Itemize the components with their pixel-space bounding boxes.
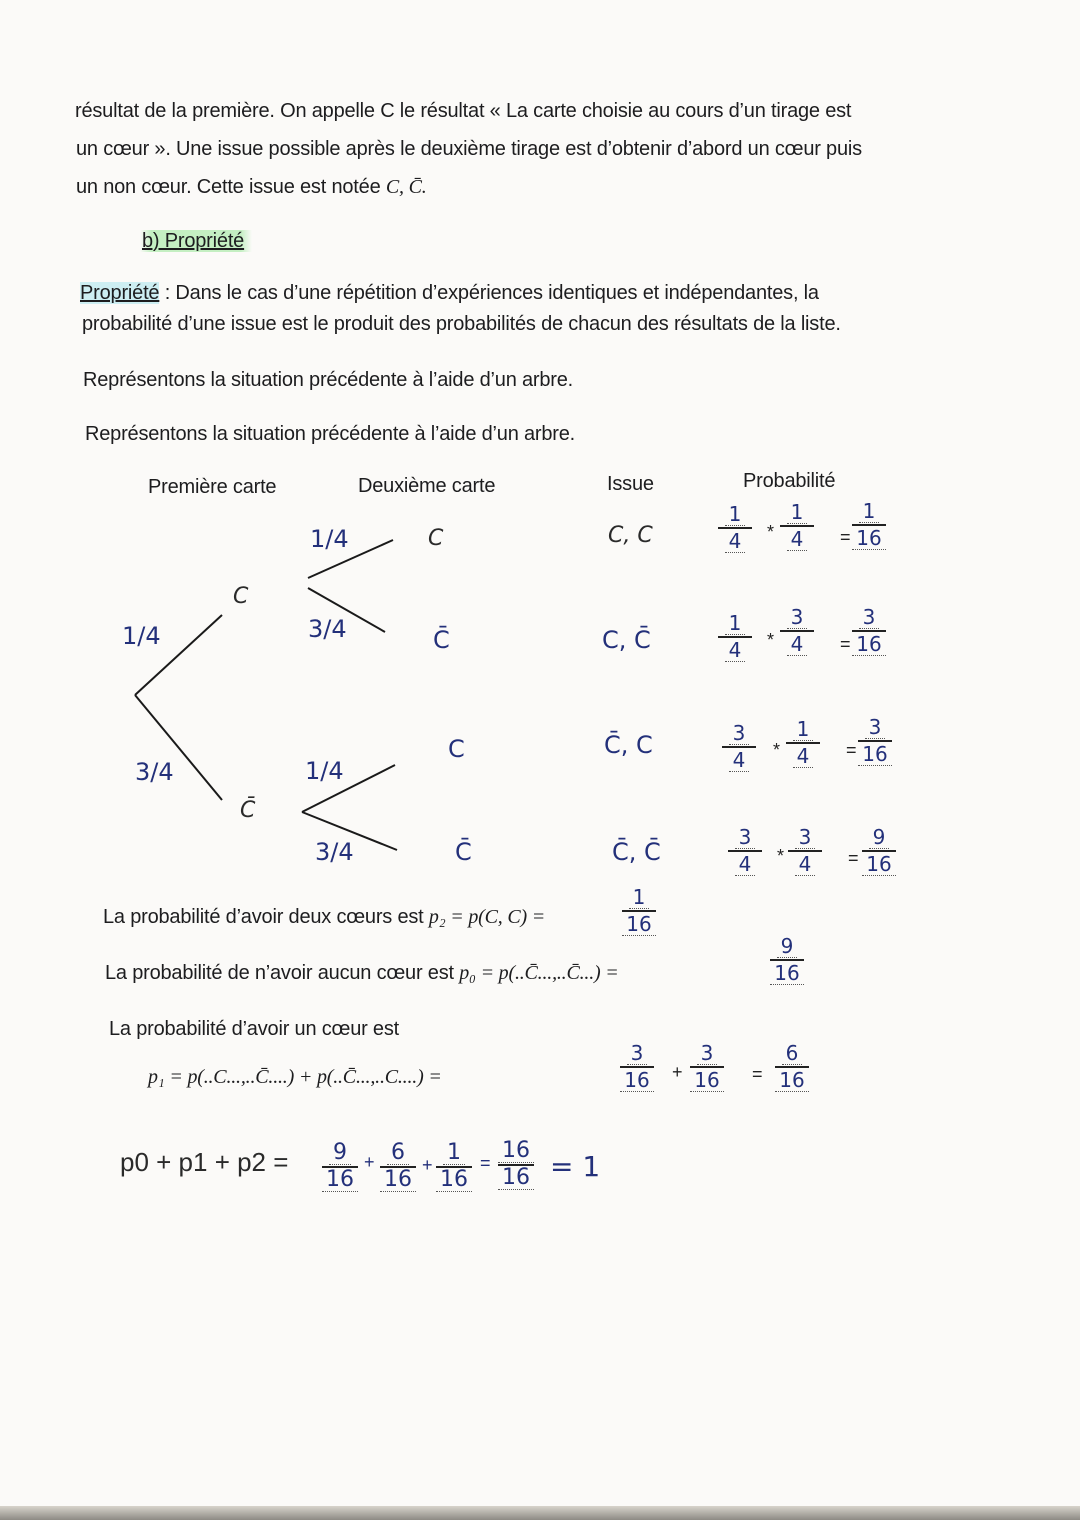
equals: = <box>848 848 859 868</box>
sum-label: p0 + p1 + p2 = <box>120 1147 289 1177</box>
p2-math: p₂ = p(C, C) = <box>428 906 546 928</box>
p0-line <box>105 962 619 985</box>
equals: = <box>840 634 851 654</box>
intro-line-2: un cœur ». Une issue possible après le deuxième tirage est d’obtenir d’abord un cœur puis <box>76 138 862 160</box>
p1-frac-2 <box>690 1042 724 1092</box>
section-heading-text: b) Propriété <box>140 230 252 252</box>
row2-result <box>852 606 886 656</box>
fraction-part: 3 <box>735 826 756 849</box>
node-cbar-cbar: C̄ <box>455 838 472 866</box>
fraction-part: 3 <box>697 1042 718 1065</box>
fraction-part: 16 <box>436 1169 472 1192</box>
node-first-cbar: C̄ <box>240 798 256 823</box>
intro-line-1: résultat de la première. On appelle C le résultat « La carte choisie au cours d’un tirage est <box>75 100 852 122</box>
prob-cbar-cbar: 3/4 <box>315 838 354 866</box>
issue-4: C̄, C̄ <box>612 838 661 866</box>
fraction-part: 16 <box>690 1069 723 1092</box>
fraction-part: 4 <box>725 639 746 662</box>
fraction-part: 1 <box>859 500 880 523</box>
p2-text: La probabilité d’avoir deux cœurs est <box>103 906 424 928</box>
fraction-part: 4 <box>795 853 816 876</box>
sum-result: = 1 <box>550 1150 601 1183</box>
fraction-part: 16 <box>622 913 655 936</box>
plus: + <box>672 1062 683 1082</box>
fraction-part: 4 <box>735 853 756 876</box>
fraction-part: 9 <box>777 935 798 958</box>
prob-cbar-c: 1/4 <box>305 757 344 785</box>
fraction-part: 4 <box>787 528 808 551</box>
sum-term-3 <box>436 1142 472 1192</box>
sum-term-1 <box>322 1142 358 1192</box>
p0-math: p₀ = p(..C̄...,..C̄...) = <box>459 962 619 984</box>
fraction-part: 1 <box>725 503 746 526</box>
sum-term-2 <box>380 1142 416 1192</box>
prob-c-cbar: 3/4 <box>308 615 347 643</box>
prob-c-c: 1/4 <box>310 525 349 553</box>
issue-3: C̄, C <box>604 731 653 759</box>
represent-line-1: Représentons la situation précédente à l’aide d’un arbre. <box>83 369 574 391</box>
p0-fraction <box>770 935 804 985</box>
equals: = <box>480 1153 491 1173</box>
prob-first-cbar: 3/4 <box>135 758 174 786</box>
row1-result <box>852 500 886 550</box>
p0-text: La probabilité de n’avoir aucun cœur est <box>105 962 454 984</box>
equals: = <box>840 527 851 547</box>
issue-1: C, C <box>608 523 653 548</box>
fraction-part: 4 <box>793 745 814 768</box>
node-first-c: C <box>233 584 249 609</box>
row1-f1 <box>718 503 752 553</box>
header-first-card: Première carte <box>148 476 277 498</box>
p1-math: p₁ = p(..C...,..C̄....) + p(..C̄...,..C....) = <box>148 1066 442 1088</box>
plus: + <box>422 1155 433 1175</box>
p1-result <box>775 1042 809 1092</box>
property-line-2: probabilité d’une issue est le produit des probabilités de chacun des résultats de la liste. <box>82 313 841 335</box>
row2-f2 <box>780 606 814 656</box>
times: * <box>777 846 785 866</box>
fraction-part: 3 <box>729 722 750 745</box>
p1-frac-1 <box>620 1042 654 1092</box>
fraction-part: 16 <box>322 1169 358 1192</box>
row4-f1 <box>728 826 762 876</box>
fraction-part: 1 <box>787 501 808 524</box>
p2-line <box>103 906 545 929</box>
times: * <box>773 740 781 760</box>
times: * <box>767 522 775 542</box>
row2-f1 <box>718 612 752 662</box>
p1-text: La probabilité d’avoir un cœur est <box>109 1018 400 1040</box>
fraction-part: 16 <box>858 743 891 766</box>
equals: = <box>752 1064 763 1084</box>
times: * <box>767 630 775 650</box>
fraction-part: 16 <box>775 1069 808 1092</box>
fraction-part: 16 <box>498 1167 534 1190</box>
row3-f1 <box>722 722 756 772</box>
fraction-part: 16 <box>770 962 803 985</box>
node-c-c: C <box>428 526 444 551</box>
property-text-1: : Dans le cas d’une répétition d’expériences identiques et indépendantes, la <box>159 282 819 304</box>
fraction-part: 4 <box>787 633 808 656</box>
fraction-part: 1 <box>725 612 746 635</box>
node-c-cbar: C̄ <box>433 626 450 654</box>
header-second-card: Deuxième carte <box>358 475 496 497</box>
intro-math: C, C̄. <box>385 176 427 198</box>
fraction-part: 6 <box>782 1042 803 1065</box>
sum-term-4 <box>498 1140 534 1190</box>
prob-first-c: 1/4 <box>122 622 161 650</box>
issue-2: C, C̄ <box>602 626 651 654</box>
fraction-part: 3 <box>795 826 816 849</box>
row4-f2 <box>788 826 822 876</box>
fraction-part: 1 <box>793 718 814 741</box>
row1-f2 <box>780 501 814 551</box>
header-probability: Probabilité <box>743 470 836 492</box>
fraction-part: 4 <box>729 749 750 772</box>
fraction-part: 3 <box>627 1042 648 1065</box>
fraction-part: 16 <box>498 1140 534 1163</box>
fraction-part: 16 <box>380 1169 416 1192</box>
fraction-part: 3 <box>787 606 808 629</box>
fraction-part: 9 <box>329 1142 351 1165</box>
fraction-part: 16 <box>852 633 885 656</box>
header-issue: Issue <box>607 473 654 495</box>
row3-f2 <box>786 718 820 768</box>
fraction-part: 16 <box>862 853 895 876</box>
fraction-part: 16 <box>852 527 885 550</box>
fraction-part: 16 <box>620 1069 653 1092</box>
intro-line-3-text: un non cœur. Cette issue est notée <box>76 176 381 198</box>
property-label: Propriété <box>80 282 160 304</box>
fraction-part: 1 <box>629 886 650 909</box>
fraction-part: 3 <box>859 606 880 629</box>
represent-line-2: Représentons la situation précédente à l’aide d’un arbre. <box>85 423 576 445</box>
node-cbar-c: C <box>448 735 465 763</box>
fraction-part: 3 <box>865 716 886 739</box>
equals: = <box>846 740 857 760</box>
row3-result <box>858 716 892 766</box>
fraction-part: 1 <box>443 1142 465 1165</box>
fraction-part: 6 <box>387 1142 409 1165</box>
p2-fraction <box>622 886 656 936</box>
fraction-part: 9 <box>869 826 890 849</box>
fraction-part: 4 <box>725 530 746 553</box>
plus: + <box>364 1152 375 1172</box>
sum-result-value: 1 <box>582 1150 601 1183</box>
row4-result <box>862 826 896 876</box>
